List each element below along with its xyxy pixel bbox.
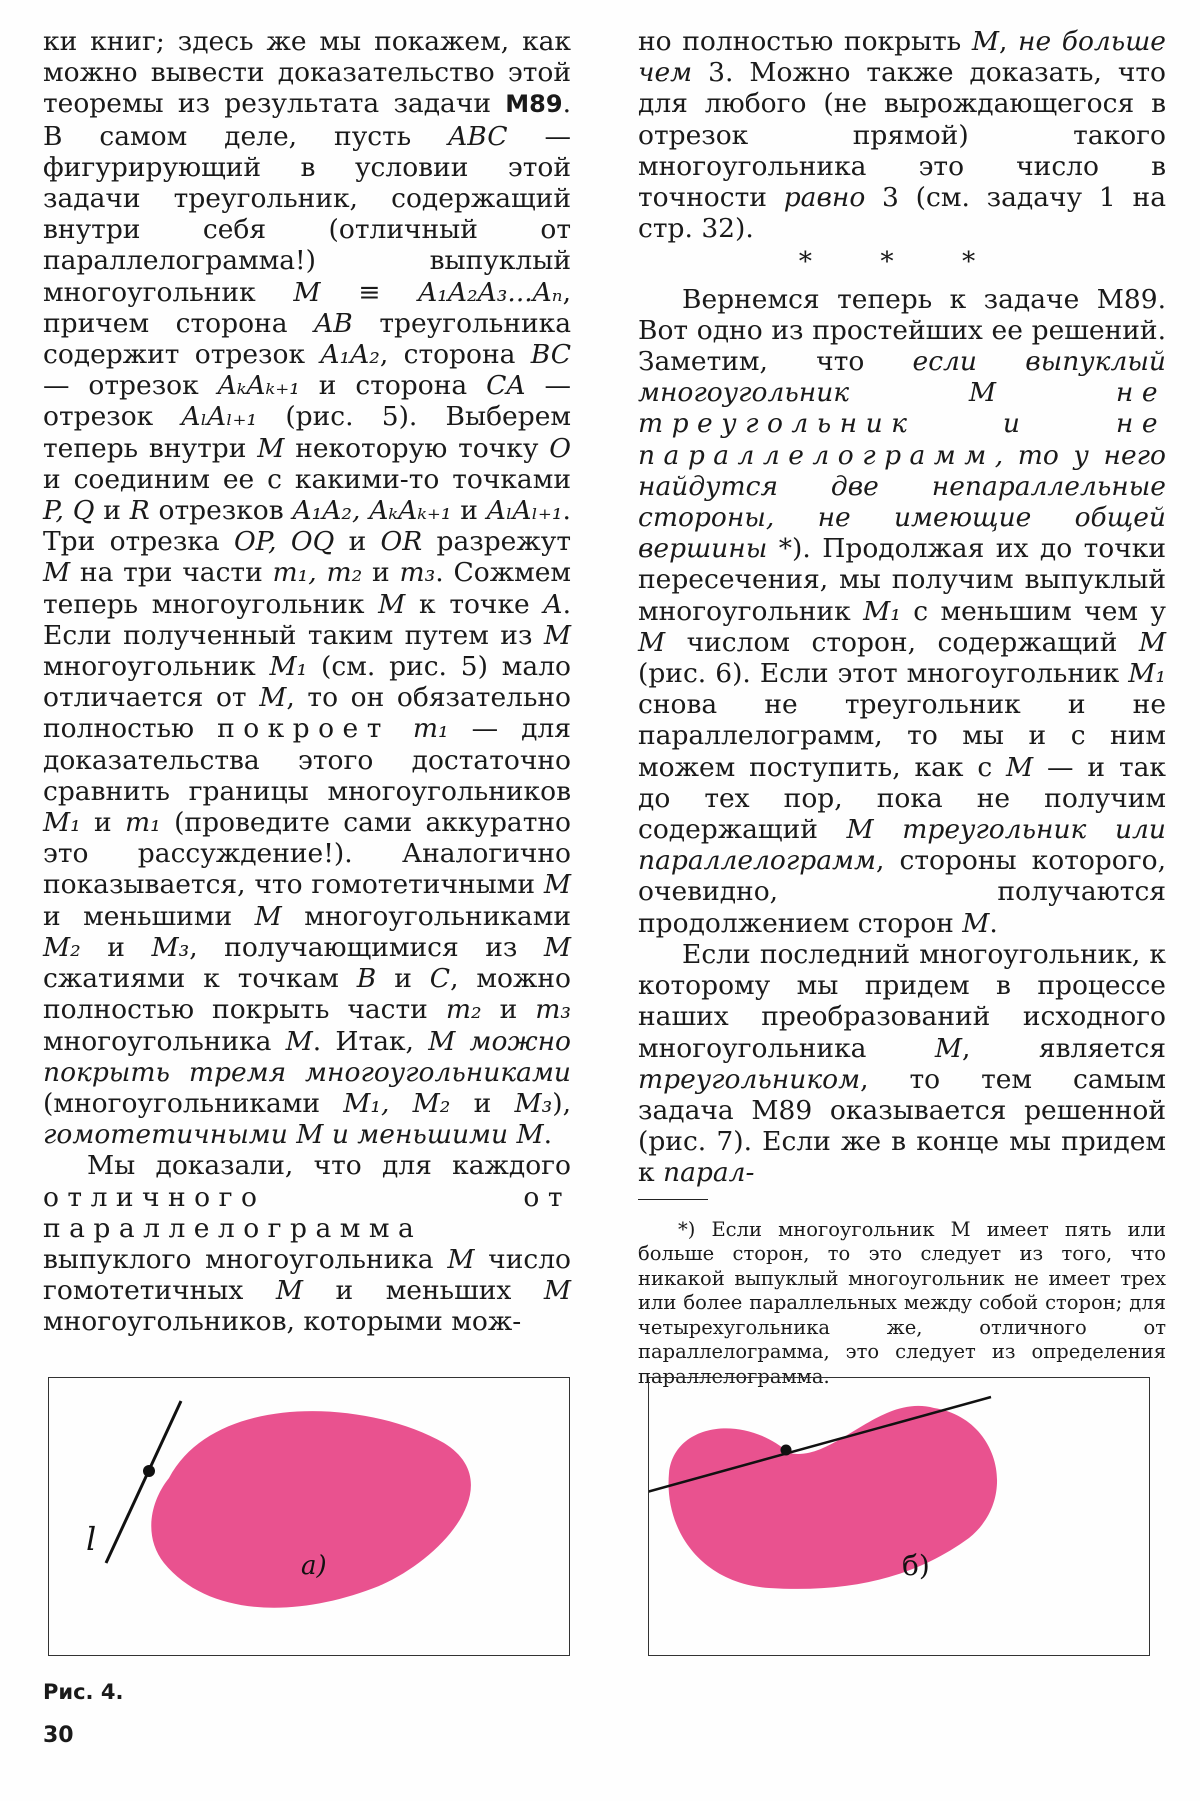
text-run: O [549, 432, 571, 464]
figure-b-blob [669, 1406, 998, 1589]
paragraph: ки книг; здесь же мы покажем, как можно вывести доказательство этой теоремы из результата задачи М89. В самом деле, пусть ABC — фигурирующий в условии этой задачи треугольник, содержащий внутри себя (отличный от параллелограмма!) выпуклый многоугольник M ≡ A₁A₂A₃...Aₙ, причем сторона AB треугольника содержит отрезок A₁A₂, сторона BC — отрезок AₖAₖ₊₁ и сторона CA — отрезок AₗAₗ₊₁ (рис. 5). Выберем теперь внутри M некоторую точку O и соединим ее с какими-то точками P, Q и R отрезков A₁A₂, AₖAₖ₊₁ и AₗAₗ₊₁. Три отрезка OP, OQ и OR разрежут M на три части m₁, m₂ и m₃. Сожмем теперь многоугольник M к точке A. Если полученный таким путем из M многоугольник M₁ (см. рис. 5) мало отличается от M, то он обязательно полностью покроет m₁ — для доказательства этого достаточно сравнить границы многоугольников M₁ и m₁ (проведите сами аккуратно это рассуждение!). Аналогично показывается, что гомотетичными M и меньшими M многоугольниками M₂ и M₃, получающимися из M сжатиями к точкам B и C, можно полностью покрыть части m₂ и m₃ многоугольника M. Итак, M можно покрыть тремя многоугольниками (многоугольниками M₁, M₂ и M₃), гомотетичными M и меньшими M. [43, 26, 572, 1151]
text-run: равно [783, 182, 866, 214]
text-run: M₁ [43, 807, 81, 839]
right-column-top [638, 26, 1166, 244]
text-run: P, Q [43, 495, 95, 527]
text-run: AₖAₖ₊₁ [217, 370, 300, 402]
text-run: m₁, m₂ [272, 557, 363, 589]
text-run: R [129, 495, 150, 527]
text-run: не треугольник и не параллелограмм [638, 377, 1166, 471]
right-column [638, 26, 1166, 1389]
text-run: M [43, 557, 71, 589]
text-run: M₃ [151, 931, 190, 963]
text-run: C [429, 963, 451, 995]
figure-a-point [143, 1465, 155, 1477]
text-run: M [254, 900, 282, 932]
text-run: M₃ [514, 1087, 553, 1119]
text-run: М89 [505, 90, 563, 119]
text-run: парал- [663, 1157, 755, 1189]
figure-caption: Рис. 4. [43, 1680, 124, 1704]
text-run: AB [314, 307, 353, 339]
text-run: B [356, 963, 377, 995]
text-run: M [971, 26, 999, 57]
text-run: M [543, 931, 571, 963]
page-number: 30 [43, 1723, 74, 1748]
text-run: CA [486, 370, 526, 402]
text-run: не больше чем [638, 26, 1166, 89]
text-run: M можно покрыть тремя многоугольниками [43, 1025, 571, 1088]
text-run: M [1138, 626, 1166, 658]
text-run: , то у него найдутся две непараллельные стороны, не имеющие общей вершины [638, 439, 1166, 565]
text-run: M [259, 682, 287, 714]
text-run: AₗAₗ₊₁ [486, 495, 563, 527]
text-run: ABC [448, 120, 508, 152]
text-run: M [378, 588, 406, 620]
text-run: m₃ [535, 994, 571, 1026]
text-run: A [543, 588, 563, 620]
text-run: M₁ [1128, 658, 1166, 690]
text-run: M треугольник или параллелограмм [638, 814, 1166, 877]
paragraph: Мы доказали, что для каждого отличного от параллелограмма выпуклого многоугольника M число гомотетичных M и меньших M многоугольников, которыми мож- [43, 1150, 571, 1338]
text-run: M [638, 626, 666, 658]
text-run: M₁ [269, 651, 308, 683]
text-run: отличного от параллелограмма [43, 1181, 571, 1244]
text-run: если выпуклый многоугольник M [638, 346, 1166, 409]
text-run: гомотетичными M и меньшими M [43, 1119, 544, 1151]
text-run: M₁, M₂ [343, 1087, 451, 1119]
right-column-main [638, 284, 1166, 1189]
text-run: M ≡ A₁A₂A₃...Aₙ [293, 276, 563, 308]
figure-a-sub-label: a) [301, 1551, 327, 1581]
left-column [43, 26, 571, 1338]
text-run: треугольником [638, 1063, 861, 1095]
text-run: M [447, 1243, 475, 1275]
text-run: M [934, 1032, 963, 1064]
figure-a-line-label: l [86, 1520, 97, 1558]
text-run: M₁ [863, 595, 901, 627]
text-run: AₗAₗ₊₁ [181, 401, 258, 433]
text-run: M [285, 1025, 313, 1057]
footnote-text: *) Если многоугольник M имеет пять или больше сторон, то это следует из того, что никакой выпуклый многоугольник не имеет трех или более параллельных между собой сторон; для четырехугольника же, отличного от параллелограмма, это следует из определения параллелограмма. [638, 1217, 1166, 1388]
text-run: M [257, 432, 285, 464]
separator-stars: * * * [798, 246, 1006, 278]
text-run: M [1006, 751, 1034, 783]
paragraph: Если последний многоугольник, к которому мы придем в процессе наших преобразований исходного многоугольника M, является треугольником, то тем самым задача М89 оказывается решенной (рис. 7). Если же в конце мы придем к парал- [638, 938, 1166, 1189]
footnote [638, 1218, 1166, 1390]
text-run: BC [530, 339, 571, 371]
text-run: OR [380, 526, 423, 558]
text-run: M [962, 907, 990, 939]
text-run: M [543, 1275, 571, 1307]
text-run: M [543, 619, 571, 651]
text-run: m₂ [445, 994, 482, 1026]
figure-a-drawing [49, 1378, 569, 1655]
text-run: A₁A₂, AₖAₖ₊₁ [292, 495, 452, 527]
text-run: A₁A₂ [320, 339, 380, 371]
figure-b-sub-label: б) [902, 1549, 930, 1582]
text-run: M₂ [43, 931, 81, 963]
text-run: m₃ [399, 557, 436, 589]
text-run: M [275, 1275, 303, 1307]
figure-a [48, 1377, 570, 1656]
text-run: m₁ [125, 807, 161, 839]
paragraph: но полностью покрыть M, не больше чем 3. Можно также доказать, что для любого (не вырождающегося в отрезок прямой) такого многоугольника это число в точности равно 3 (см. задачу 1 на стр. 32). [638, 26, 1166, 245]
figure-b-drawing [649, 1378, 1149, 1655]
text-run: покроет [217, 713, 390, 745]
text-run: M [543, 869, 571, 901]
figure-b-point [781, 1445, 792, 1456]
paragraph: Вернемся теперь к задаче М89. Вот одно из простейших ее решений. Заметим, что если выпуклый многоугольник M не треугольник и не параллелограмм, то у него найдутся две непараллельные стороны, не имеющие общей вершины *). Продолжая их до точки пересечения, мы получим выпуклый многоугольник M₁ с меньшим чем у M числом сторон, содержащий M (рис. 6). Если этот многоугольник M₁ снова не треугольник и не параллелограмм, то мы и с ним можем поступить, как с M — и так до тех пор, пока не получим содержащий M треугольник или параллелограмм, стороны которого, очевидно, получаются продолжением сторон M. [638, 283, 1166, 939]
figure-b [648, 1377, 1150, 1656]
footnote-rule [638, 1199, 708, 1200]
text-run: m₁ [412, 713, 449, 745]
text-run: OP, OQ [233, 526, 335, 558]
